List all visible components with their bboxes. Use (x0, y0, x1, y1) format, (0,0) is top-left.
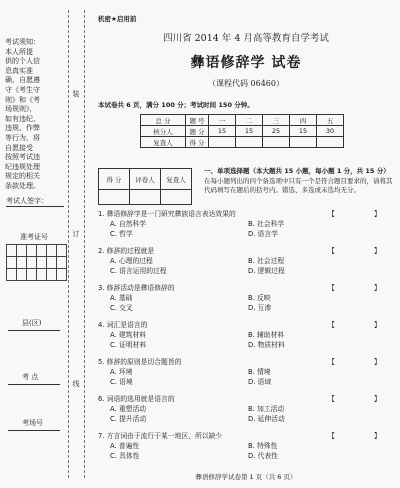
option-d: D. 延伸活动 (248, 415, 285, 423)
notice-line: 场规则》， (5, 105, 37, 114)
score-cell: 15 (236, 126, 263, 137)
option-c: C. 哲学 (110, 230, 133, 238)
score-cell: 得 分 (186, 137, 209, 148)
paper-title: 彝语修辞学 试卷 (190, 55, 302, 71)
option-c: C. 证明材料 (110, 341, 147, 349)
option-c: C. 具体性 (110, 452, 140, 460)
bracket-close: 】 (374, 284, 381, 292)
mark-ding: 订 (72, 230, 80, 237)
option-b: B. 社会科学 (248, 220, 285, 228)
option-c: C. 交叉 (110, 304, 133, 312)
question-item (98, 319, 394, 356)
notice-line: 考试须知： (5, 38, 40, 46)
bracket-open: 【 (328, 284, 335, 292)
bracket-open: 【 (328, 247, 335, 255)
option-a: A. 普遍性 (110, 442, 140, 450)
option-d: D. 语域 (248, 378, 272, 386)
option-a: A. 基础 (110, 294, 133, 302)
score-cell: 核分人 (141, 126, 186, 137)
answer-bracket[interactable] (328, 282, 381, 292)
question-item (98, 356, 394, 393)
question-stem: 5. 修辞的原则是切合题旨的 (98, 358, 182, 366)
answer-bracket[interactable] (328, 393, 381, 403)
question-list (98, 208, 394, 467)
question-stem: 1. 彝语修辞学是一门研究彝族语言表达效果的 (98, 210, 236, 218)
score-cell: 三 (263, 115, 290, 126)
notice-line: 条款处理。 (5, 181, 40, 190)
notice-line: 等行为，将 (5, 133, 40, 142)
question-stem: 7. 方言词由于流行于某一地区，所以缺少 (98, 432, 223, 440)
section-title: 一、单项选择题（本大题共 15 小题，每小题 1 分，共 15 分） (204, 167, 390, 175)
grader-cell: 复查人 (161, 169, 192, 190)
paper-info: 本试卷共 6 页，满分 100 分；考试时间 150 分钟。 (98, 101, 254, 109)
score-input-cell[interactable] (236, 137, 263, 148)
section-header (204, 167, 394, 196)
score-cell: 题 号 (186, 115, 209, 126)
notice-line: 如有违纪、 (5, 114, 40, 123)
option-a: A. 自然科学 (110, 220, 147, 228)
exam-title: 四川省 2014 年 4 月高等教育自学考试 (163, 33, 329, 44)
notice-line: 本人所提 (5, 47, 33, 56)
score-cell: 25 (263, 126, 290, 137)
option-c: C. 提升活动 (110, 415, 147, 423)
option-c: C. 语言运用的过程 (110, 267, 167, 275)
room-label: 考场号 (22, 419, 43, 427)
course-code: （课程代码 06460） (208, 79, 284, 88)
option-d: D. 物质材料 (248, 341, 285, 349)
page-footer: 彝语修辞学试卷第 1 页（共 6 页） (195, 473, 297, 481)
bracket-close: 】 (374, 358, 381, 366)
bracket-close: 】 (374, 321, 381, 329)
notice-line: 纪违规处理 (5, 162, 40, 171)
option-b: B. 情境 (248, 368, 271, 376)
notice-line: 息真实准 (5, 66, 33, 75)
score-cell: 一 (209, 115, 236, 126)
option-b: B. 特殊性 (248, 442, 278, 450)
mark-zhuang: 装 (72, 90, 80, 97)
question-stem: 6. 词语的选用就是语言的 (98, 395, 175, 403)
answer-bracket[interactable] (328, 319, 381, 329)
grader-input-cell[interactable] (99, 190, 130, 205)
notice-line: 按照考试违 (5, 153, 40, 162)
notice-line: 规定的相关 (5, 172, 40, 181)
answer-bracket[interactable] (328, 245, 381, 255)
score-input-cell[interactable] (263, 137, 290, 148)
option-b: B. 辅助材料 (248, 331, 285, 339)
bracket-open: 【 (328, 395, 335, 403)
cut-line-2 (84, 10, 85, 478)
score-cell: 五 (317, 115, 344, 126)
answer-bracket[interactable] (328, 356, 381, 366)
option-b: B. 加工活动 (248, 405, 285, 413)
ticket-boxes-row3[interactable] (6, 268, 66, 281)
option-d: D. 互渗 (248, 304, 272, 312)
option-a: A. 心理的过程 (110, 257, 153, 265)
mark-xian: 线 (72, 380, 80, 387)
site-label: 考 点 (22, 373, 39, 381)
question-stem: 2. 修辞的过程就是 (98, 247, 155, 255)
county-label: 县(区) (22, 319, 42, 327)
bracket-close: 】 (374, 247, 381, 255)
notice-line: 自愿接受 (5, 143, 33, 152)
option-a: A. 重塑活动 (110, 405, 147, 413)
signature-line[interactable] (6, 206, 64, 207)
score-cell: 二 (236, 115, 263, 126)
question-item (98, 393, 394, 430)
score-cell: 15 (290, 126, 317, 137)
answer-bracket[interactable] (328, 208, 381, 218)
score-cell: 复查人 (141, 137, 186, 148)
notice-line: 则》和《考 (5, 95, 40, 104)
grader-input-cell[interactable] (161, 190, 192, 205)
question-item (98, 208, 394, 245)
bracket-close: 】 (374, 210, 381, 218)
question-item (98, 282, 394, 319)
bracket-close: 】 (374, 432, 381, 440)
bracket-open: 【 (328, 432, 335, 440)
bracket-open: 【 (328, 321, 335, 329)
option-c: C. 语境 (110, 378, 133, 386)
room-line[interactable] (8, 430, 60, 431)
notice-line: 供的个人信 (5, 57, 40, 66)
score-input-cell[interactable] (209, 137, 236, 148)
county-line[interactable] (8, 330, 60, 331)
score-cell: 四 (290, 115, 317, 126)
score-cell: 15 (209, 126, 236, 137)
score-table (140, 114, 344, 148)
question-item (98, 430, 394, 467)
score-input-cell[interactable] (290, 137, 317, 148)
bracket-open: 【 (328, 210, 335, 218)
site-line[interactable] (8, 384, 60, 385)
ticket-label: 准考证号 (20, 233, 48, 241)
bracket-open: 【 (328, 358, 335, 366)
grader-cell: 评卷人 (130, 169, 161, 190)
option-d: D. 逻辑过程 (248, 267, 285, 275)
option-b: B. 反映 (248, 294, 271, 302)
score-cell: 总 分 (141, 115, 186, 126)
grader-input-cell[interactable] (130, 190, 161, 205)
question-item (98, 245, 394, 282)
secret-label: 机密★启用前 (98, 15, 137, 23)
notice-line: 守《考生守 (5, 85, 40, 94)
option-d: D. 语言学 (248, 230, 278, 238)
answer-bracket[interactable] (328, 430, 381, 440)
exam-notice (5, 38, 67, 192)
section-instructions: 在每小题列出的四个备选项中只有一个是符合题目要求的，请将其代码填写在题后的括号内。错选、多选或未选均无分。 (204, 176, 393, 194)
bracket-close: 】 (374, 395, 381, 403)
binding-margin (0, 0, 80, 488)
score-cell: 30 (317, 126, 344, 137)
signature-label: 考试人签字： (6, 197, 48, 205)
grader-cell: 得 分 (99, 169, 130, 190)
option-a: A. 建筑材料 (110, 331, 147, 339)
score-cell: 题 分 (186, 126, 209, 137)
option-b: B. 社会过程 (248, 257, 285, 265)
option-d: D. 代表性 (248, 452, 278, 460)
grader-table (98, 168, 192, 205)
notice-line: 违规、作弊 (5, 124, 40, 133)
question-stem: 4. 词汇是语言的 (98, 321, 148, 329)
option-a: A. 环境 (110, 368, 133, 376)
notice-line: 确，自愿遵 (5, 76, 40, 85)
score-input-cell[interactable] (317, 137, 344, 148)
cut-line-1 (68, 10, 69, 478)
question-stem: 3. 修辞活动是彝语修辞的 (98, 284, 175, 292)
